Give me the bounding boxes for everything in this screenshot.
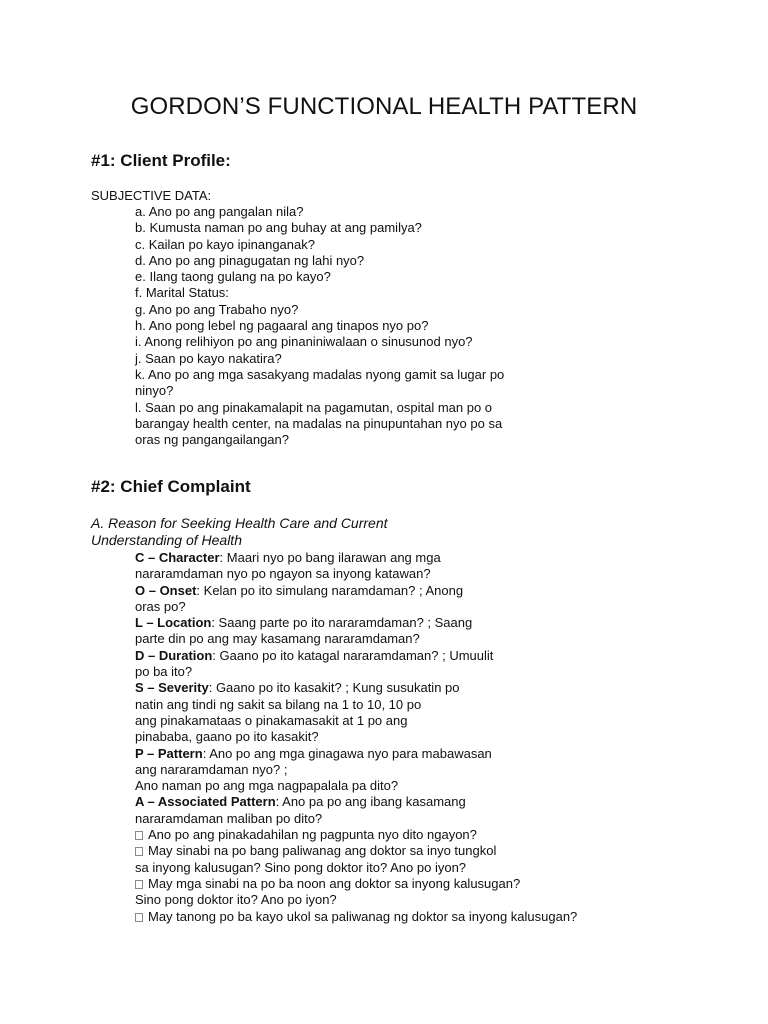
client-profile-questions (135, 204, 504, 448)
question-line: e. Ilang taong gulang na po kayo? (135, 269, 331, 285)
severity-line: S – Severity: Gaano po ito kasakit? ; Kung susukatin po (135, 680, 460, 696)
subheading-line: Understanding of Health (91, 532, 242, 548)
subheading-line: A. Reason for Seeking Health Care and Current (91, 515, 388, 531)
section-heading-client-profile: #1: Client Profile: (91, 151, 231, 170)
bullet-question: May sinabi na po bang paliwanag ang doktor sa inyo tungkol (135, 843, 577, 859)
bullet-question: May tanong po ba kayo ukol sa paliwanag ng doktor sa inyong kalusugan? (135, 909, 577, 925)
question-line: d. Ano po ang pinagugatan ng lahi nyo? (135, 252, 365, 268)
question-line: j. Saan po kayo nakatira? (135, 350, 282, 366)
associated-line: A – Associated Pattern: Ano pa po ang ibang kasamang (135, 794, 466, 810)
colds-pa-assessment: C – Character: Maari nyo po bang ilarawan ang mga nararamdaman nyo po ngayon sa inyong katawan? O – Onset: Kelan po ito simulang naramdaman? ; Anong oras po? L – Location: Saang parte po ito nararamdaman? ; Saang parte din po ang may kasamang nararamdaman? D – Duration: Gaano po ito katagal nararamdaman? ; Umuulit po ba ito? S – Severity: Gaano po ito kasakit? ; Kung susukatin po natin ang tindi ng sakit sa bilang na 1 to 10, 10 po ang pinakamataas o pinakamasakit at 1 po ang pinababa, gaano po ito kasakit? P – Pattern: Ano po ang mga ginagawa nyo para mabawasan ang nararamdaman nyo? ; Ano naman po ang mga nagpapalala pa dito? A – Associated Pattern: Ano pa po ang ibang kasamang nararamdaman maliban po dito? Ano po ang pinakadahilan ng pagpunta nyo dito ngayon? May sinabi na po bang paliwanag ang doktor sa inyo tungkol sa inyong kalusugan? Sino pong doktor ito? Ano po iyon? May mga sinabi na po ba noon ang doktor sa inyong kalusugan? Sino pong doktor ito? Ano po iyon? May tanong po ba kayo ukol sa paliwanag ng doktor sa inyong kalusugan? (135, 550, 578, 924)
question-line: h. Ano pong lebel ng pagaaral ang tinapos nyo po? (135, 318, 429, 334)
section-heading-chief-complaint: #2: Chief Complaint (91, 477, 251, 496)
associated-pattern-label: A – Associated Pattern (135, 794, 276, 810)
question-line: l. Saan po ang pinakamalapit na pagamutan, ospital man po o (135, 399, 493, 415)
checkbox-icon (135, 831, 143, 840)
question-line: g. Ano po ang Trabaho nyo? (135, 301, 299, 317)
question-line: c. Kailan po kayo ipinanganak? (135, 236, 315, 252)
document-title: GORDON’S FUNCTIONAL HEALTH PATTERN (130, 93, 638, 120)
question-line: i. Anong relihiyon po ang pinaniniwalaan o sinusunod nyo? (135, 334, 473, 350)
pattern-line: P – Pattern: Ano po ang mga ginagawa nyo para mabawasan (135, 745, 492, 761)
bullet-question: May mga sinabi na po ba noon ang doktor sa inyong kalusugan? (135, 876, 577, 892)
checkbox-icon (135, 913, 143, 922)
reason-subheading (91, 515, 388, 549)
question-line: b. Kumusta naman po ang buhay at ang pamilya? (135, 220, 422, 236)
question-line: barangay health center, na madalas na pinupuntahan nyo po sa (135, 415, 503, 431)
character-label: C – Character (135, 550, 220, 565)
question-line: f. Marital Status: (135, 285, 229, 301)
subjective-data-label: SUBJECTIVE DATA: (91, 188, 212, 203)
pattern-label: P – Pattern (135, 745, 203, 761)
location-label: L – Location (135, 615, 212, 631)
checkbox-icon (135, 847, 143, 856)
question-line: oras ng pangangailangan? (135, 432, 289, 448)
question-line: a. Ano po ang pangalan nila? (135, 204, 304, 219)
onset-label: O – Onset (135, 582, 197, 598)
onset-line: O – Onset: Kelan po ito simulang naramdaman? ; Anong (135, 582, 464, 598)
character-line: C – Character: Maari nyo po bang ilarawan ang mga (135, 550, 441, 565)
checkbox-icon (135, 880, 143, 889)
duration-line: D – Duration: Gaano po ito katagal nararamdaman? ; Umuulit (135, 647, 494, 663)
duration-label: D – Duration (135, 647, 213, 663)
severity-label: S – Severity (135, 680, 209, 696)
question-line: ninyo? (135, 383, 174, 399)
bullet-question: Ano po ang pinakadahilan ng pagpunta nyo dito ngayon? (135, 827, 577, 843)
question-line: k. Ano po ang mga sasakyang madalas nyong gamit sa lugar po (135, 366, 505, 382)
location-line: L – Location: Saang parte po ito nararamdaman? ; Saang (135, 615, 473, 631)
